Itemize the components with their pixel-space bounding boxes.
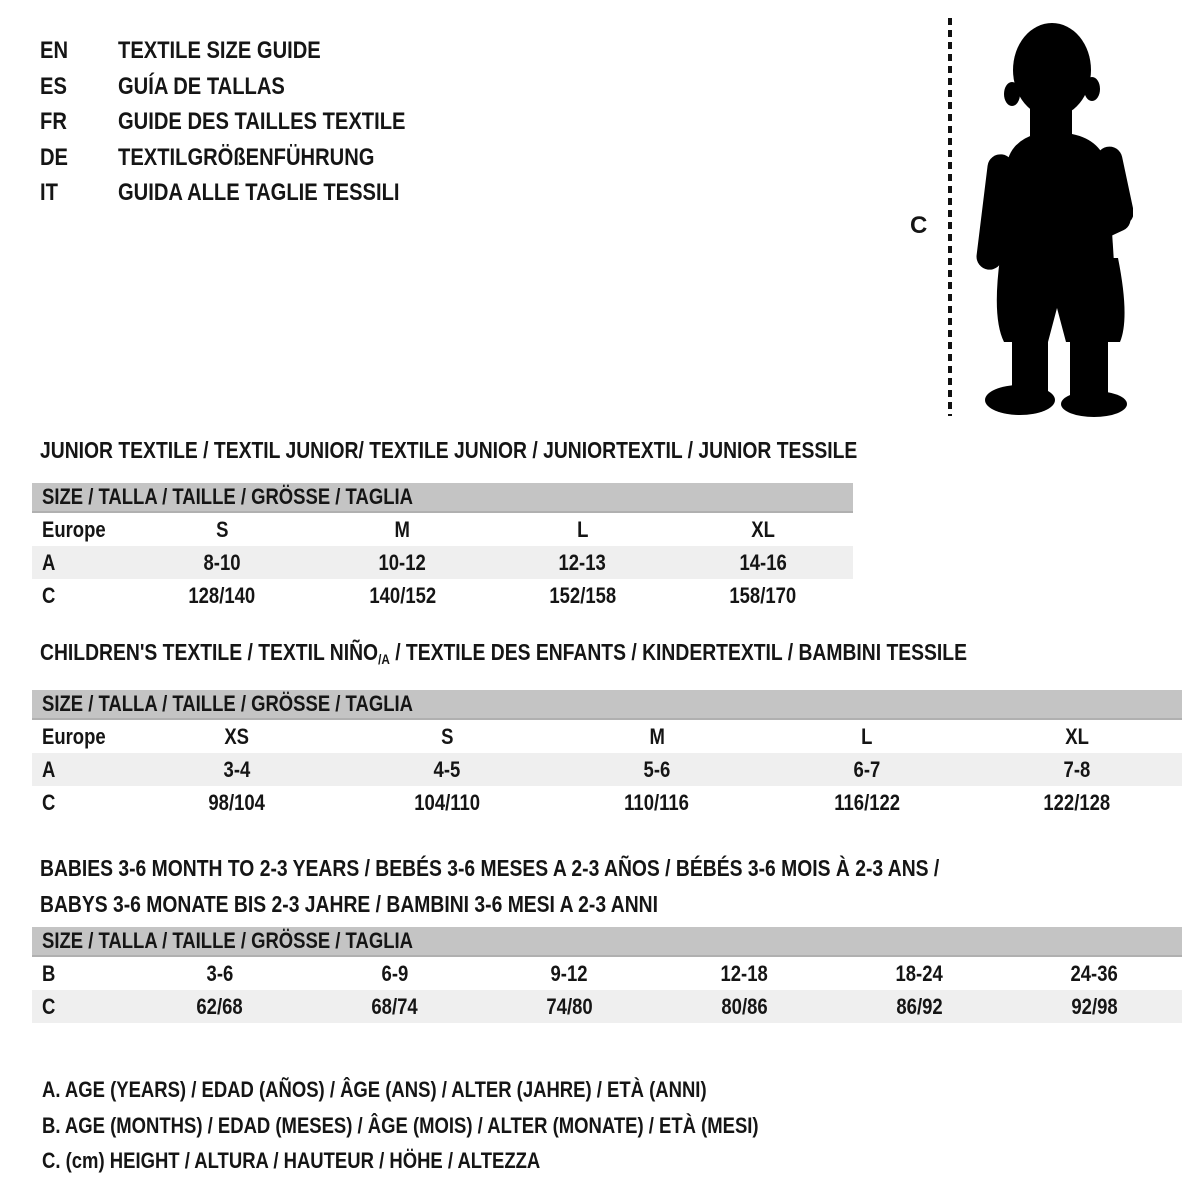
language-code: IT <box>40 179 58 206</box>
size-cell: L <box>576 516 589 542</box>
value-cell: 7-8 <box>1063 756 1091 782</box>
value-cell: 3-6 <box>206 960 233 986</box>
row-europe <box>32 720 1182 753</box>
size-cell: L <box>861 723 873 749</box>
guide-title: GUIDA ALLE TAGLIE TESSILI <box>118 179 400 206</box>
measure-label-c: C <box>910 212 928 239</box>
babies-section-title <box>40 851 1111 922</box>
row-label: C <box>42 993 56 1019</box>
value-cell: 5-6 <box>643 756 671 782</box>
row-age-months <box>32 957 1182 990</box>
size-header-bar: SIZE / TALLA / TAILLE / GRÖSSE / TAGLIA <box>32 690 1182 720</box>
row-label: Europe <box>42 516 106 542</box>
language-row <box>40 104 460 140</box>
language-code: FR <box>40 108 67 135</box>
value-cell: 74/80 <box>546 993 593 1019</box>
size-cell: S <box>215 516 229 542</box>
language-code: EN <box>40 37 69 64</box>
size-cell: M <box>649 723 665 749</box>
value-cell: 92/98 <box>1071 993 1118 1019</box>
value-cell: 18-24 <box>895 960 944 986</box>
value-cell: 10-12 <box>378 549 427 575</box>
row-label: Europe <box>42 723 106 749</box>
row-label: A <box>42 549 56 575</box>
row-label: C <box>42 789 56 815</box>
guide-title: TEXTILGRÖßENFÜHRUNG <box>118 143 375 171</box>
language-row <box>40 140 460 176</box>
value-cell: 158/170 <box>729 582 797 608</box>
value-cell: 8-10 <box>203 549 241 575</box>
junior-size-table <box>32 483 853 612</box>
babies-size-table <box>32 927 1182 1023</box>
size-cell: M <box>394 516 411 542</box>
babies-title-line2: BABYS 3-6 MONATE BIS 2-3 JAHRE / BAMBINI 3-6 MESI A 2-3 ANNI <box>40 890 658 917</box>
value-cell: 104/110 <box>414 789 480 815</box>
value-cell: 14-16 <box>739 549 787 575</box>
value-cell: 86/92 <box>896 993 943 1019</box>
value-cell: 6-9 <box>381 960 408 986</box>
value-cell: 3-4 <box>223 756 251 782</box>
value-cell: 128/140 <box>188 582 256 608</box>
value-cell: 152/158 <box>549 582 617 608</box>
value-cell: 80/86 <box>721 993 768 1019</box>
value-cell: 24-36 <box>1070 960 1119 986</box>
row-label: C <box>42 582 56 608</box>
row-label: B <box>42 960 56 986</box>
junior-section-title: JUNIOR TEXTILE / TEXTIL JUNIOR/ TEXTILE JUNIOR / JUNIORTEXTIL / JUNIOR TESSILE <box>40 437 858 463</box>
value-cell: 12-18 <box>720 960 769 986</box>
size-cell: XL <box>751 516 775 542</box>
legend-line-b: B. AGE (MONTHS) / EDAD (MESES) / ÂGE (MOIS) / ALTER (MONATE) / ETÀ (MESI) <box>42 1112 759 1138</box>
children-size-table <box>32 690 1182 819</box>
toddler-silhouette-icon <box>968 18 1133 418</box>
language-code: ES <box>40 72 67 100</box>
value-cell: 116/122 <box>834 789 900 815</box>
language-row <box>40 175 460 211</box>
value-cell: 110/116 <box>624 789 690 815</box>
value-cell: 12-13 <box>558 549 607 575</box>
value-cell: 62/68 <box>196 993 243 1019</box>
value-cell: 6-7 <box>853 756 881 782</box>
value-cell: 68/74 <box>371 993 418 1019</box>
legend <box>42 1072 895 1179</box>
row-height-cm <box>32 786 1182 819</box>
guide-title: GUÍA DE TALLAS <box>118 72 285 100</box>
row-label: A <box>42 756 56 782</box>
size-cell: S <box>440 723 454 749</box>
value-cell: 9-12 <box>550 960 588 986</box>
legend-line-a: A. AGE (YEARS) / EDAD (AÑOS) / ÂGE (ANS) / ALTER (JAHRE) / ETÀ (ANNI) <box>42 1077 707 1102</box>
language-code: DE <box>40 143 69 171</box>
children-section-title: CHILDREN'S TEXTILE / TEXTIL NIÑO/A / TEXTILE DES ENFANTS / KINDERTEXTIL / BAMBINI TESSILE <box>40 639 967 667</box>
row-height-cm <box>32 990 1182 1023</box>
size-header-bar: SIZE / TALLA / TAILLE / GRÖSSE / TAGLIA <box>32 483 853 513</box>
language-row <box>40 69 460 105</box>
row-height-cm <box>32 579 853 612</box>
language-title-list <box>40 33 460 211</box>
value-cell: 4-5 <box>433 756 461 782</box>
language-row <box>40 33 460 69</box>
row-europe <box>32 513 853 546</box>
legend-line-c: C. (cm) HEIGHT / ALTURA / HAUTEUR / HÖHE / ALTEZZA <box>42 1148 541 1173</box>
value-cell: 140/152 <box>368 582 436 608</box>
nino-a-suffix: /A <box>378 651 390 667</box>
value-cell: 122/128 <box>1043 789 1111 815</box>
measure-dashed-line <box>948 18 952 416</box>
size-cell: XL <box>1065 723 1089 749</box>
value-cell: 98/104 <box>208 789 266 815</box>
guide-title: GUIDE DES TAILLES TEXTILE <box>118 108 406 135</box>
guide-title: TEXTILE SIZE GUIDE <box>118 37 321 64</box>
size-header-bar: SIZE / TALLA / TAILLE / GRÖSSE / TAGLIA <box>32 927 1182 957</box>
babies-title-line1: BABIES 3-6 MONTH TO 2-3 YEARS / BEBÉS 3-6 MESES A 2-3 AÑOS / BÉBÉS 3-6 MOIS À 2-3 ANS / <box>40 855 940 881</box>
size-cell: XS <box>224 723 250 749</box>
row-age-years <box>32 753 1182 786</box>
row-age-years <box>32 546 853 579</box>
